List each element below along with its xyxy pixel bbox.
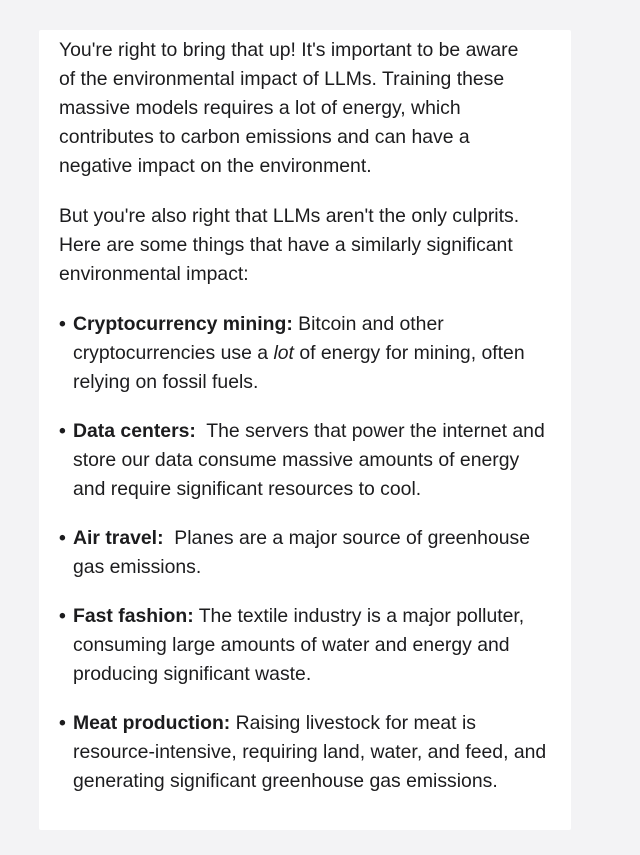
item-term: Fast fashion: <box>73 605 194 627</box>
item-text: Raising livestock for meat is resource-intensive, requiring land, water, and feed, and generating significant greenhouse gas emissions. <box>73 712 547 792</box>
impact-list <box>59 310 571 796</box>
list-item-cryptocurrency-mining <box>59 310 551 397</box>
bullet-icon: • <box>59 527 66 549</box>
item-term: Air travel: <box>73 527 164 549</box>
bullet-icon: • <box>59 712 66 734</box>
bullet-icon: • <box>59 420 66 442</box>
list-item-air-travel <box>59 524 551 582</box>
list-item-data-centers <box>59 417 551 504</box>
item-text: The servers that power the internet and store our data consume massive amounts of energy and require significant resources to cool. <box>73 420 551 500</box>
bullet-icon: • <box>59 313 66 335</box>
item-text-before-emphasis: Bitcoin and other cryptocurrencies use a <box>73 313 444 364</box>
assistant-message <box>39 30 571 830</box>
item-term: Cryptocurrency mining: <box>73 313 293 335</box>
followup-paragraph: But you're also right that LLMs aren't the only culprits. Here are some things that have a similarly significant environmental impact: <box>59 205 520 285</box>
item-text: The textile industry is a major polluter, consuming large amounts of water and energy and producing significant waste. <box>73 605 525 685</box>
list-item-meat-production <box>59 709 551 796</box>
item-emphasis: lot <box>273 342 294 364</box>
item-text: Planes are a major source of greenhouse gas emissions. <box>73 527 536 578</box>
list-item-fast-fashion <box>59 602 551 689</box>
item-term: Data centers: <box>73 420 196 442</box>
bullet-icon: • <box>59 605 66 627</box>
item-text-after-emphasis: of energy for mining, often relying on fossil fuels. <box>73 342 525 393</box>
item-term: Meat production: <box>73 712 231 734</box>
intro-paragraph: You're right to bring that up! It's important to be aware of the environmental impact of LLMs. Training these massive models requires a lot of energy, which contributes to carbon emissions and can have a negative impact on the environment. <box>59 39 519 177</box>
